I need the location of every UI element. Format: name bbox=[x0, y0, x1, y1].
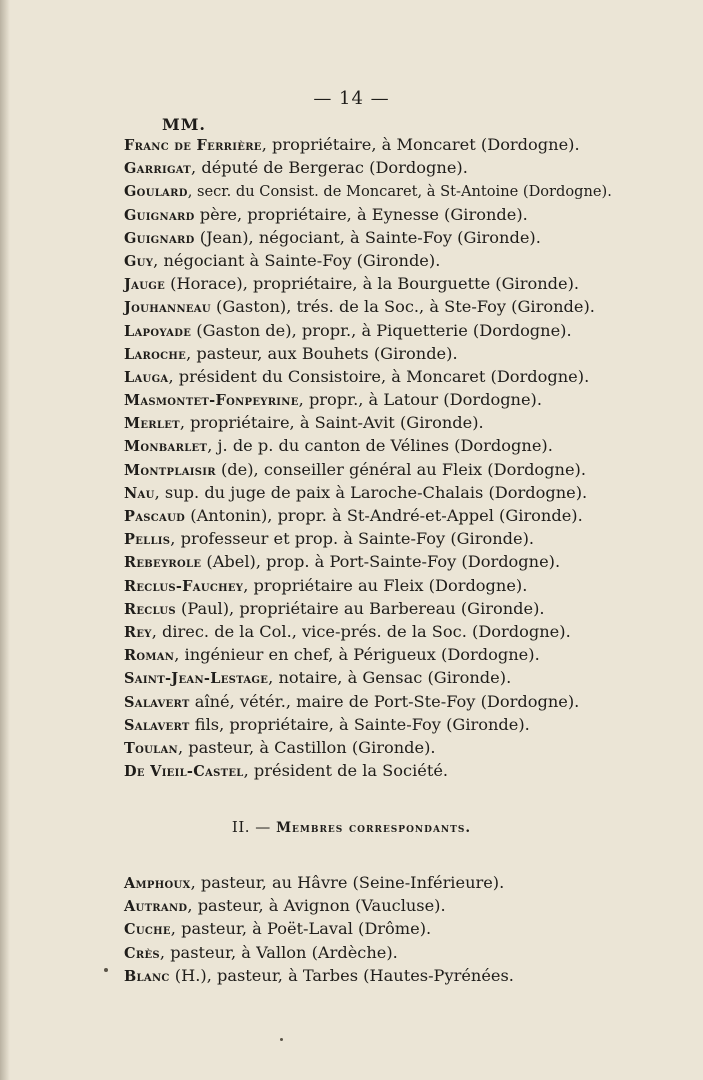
section-title: Membres correspondants. bbox=[276, 820, 472, 836]
list-item bbox=[124, 527, 604, 550]
member-surname: Pascaud bbox=[124, 508, 186, 525]
list-item bbox=[124, 179, 612, 202]
member-surname: Jauge bbox=[124, 276, 166, 294]
member-surname: Masmontet-Fonpeyrine bbox=[124, 392, 299, 410]
member-surname: Rebeyrole bbox=[124, 554, 202, 572]
list-item bbox=[124, 941, 604, 964]
member-detail: , député de Bergerac (Dordogne). bbox=[191, 158, 468, 178]
member-detail: (Antonin), propr. à St-André-et-Appel (Gironde). bbox=[185, 506, 583, 525]
member-surname: Lapoyade bbox=[124, 322, 192, 340]
correspondent-detail: , pasteur, à Avignon (Vaucluse). bbox=[187, 896, 446, 916]
member-surname: Roman bbox=[124, 647, 175, 665]
member-surname: Montplaisir bbox=[124, 461, 216, 479]
member-detail: , président du Consistoire, à Moncaret (Dordogne). bbox=[168, 366, 590, 386]
member-surname: Garrigat bbox=[124, 160, 192, 178]
member-surname: Toulan bbox=[124, 739, 178, 757]
list-item bbox=[124, 917, 604, 940]
member-detail: , pasteur, aux Bouhets (Gironde). bbox=[186, 343, 458, 363]
member-detail: père, propriétaire, à Eynesse (Gironde). bbox=[194, 204, 528, 224]
list-item bbox=[124, 295, 604, 318]
member-detail: (Horace), propriétaire, à la Bourguette (Gironde). bbox=[165, 274, 580, 294]
member-detail: , direc. de la Col., vice-prés. de la Soc. (Dordogne). bbox=[151, 621, 571, 641]
member-detail: fils, propriétaire, à Sainte-Foy (Gironde). bbox=[189, 714, 530, 734]
member-surname: Lauga bbox=[124, 368, 169, 386]
list-item bbox=[124, 736, 604, 759]
correspondent-detail: , pasteur, à Poët-Laval (Drôme). bbox=[170, 919, 432, 939]
member-detail: , notaire, à Gensac (Gironde). bbox=[268, 668, 512, 688]
list-item bbox=[124, 871, 604, 894]
list-item bbox=[124, 643, 604, 666]
member-surname: Nau bbox=[124, 484, 155, 502]
section-numeral: II. — bbox=[231, 818, 277, 836]
salutation: MM. bbox=[162, 115, 206, 134]
list-item bbox=[124, 319, 604, 342]
list-item bbox=[124, 156, 604, 179]
member-detail: (Gaston de), propr., à Piquetterie (Dordogne). bbox=[191, 320, 572, 340]
correspondent-surname: Cuche bbox=[124, 921, 171, 939]
member-surname: Rey bbox=[124, 623, 152, 641]
list-item bbox=[124, 713, 604, 736]
list-item bbox=[124, 342, 604, 365]
page-number: — 14 — bbox=[313, 88, 390, 109]
member-surname: Franc de Ferrière bbox=[124, 137, 262, 154]
list-item bbox=[124, 481, 604, 504]
correspondent-detail: , pasteur, à Vallon (Ardèche). bbox=[159, 942, 398, 962]
member-surname: Reclus bbox=[124, 600, 176, 618]
list-item bbox=[124, 550, 604, 573]
list-item bbox=[124, 690, 604, 713]
correspondent-surname: Blanc bbox=[124, 967, 170, 985]
member-detail: , ingénieur en chef, à Périgueux (Dordogne). bbox=[174, 645, 540, 665]
member-detail: (Gaston), trés. de la Soc., à Ste-Foy (Gironde). bbox=[210, 297, 595, 317]
member-surname: Monbarlet bbox=[124, 438, 208, 456]
member-detail: , propr., à Latour (Dordogne). bbox=[298, 390, 543, 410]
list-item bbox=[124, 226, 604, 249]
member-detail: , j. de p. du canton de Vélines (Dordogne). bbox=[207, 436, 553, 456]
list-item bbox=[124, 388, 604, 411]
member-detail: (Jean), négociant, à Sainte-Foy (Gironde). bbox=[194, 227, 541, 247]
member-surname: Saint-Jean-Lestage bbox=[124, 670, 269, 688]
member-detail: , sup. du juge de paix à Laroche-Chalais (Dordogne). bbox=[154, 482, 588, 502]
member-detail: aîné, vétér., maire de Port-Ste-Foy (Dordogne). bbox=[189, 691, 580, 711]
section-heading bbox=[0, 818, 703, 836]
member-surname: Pellis bbox=[124, 531, 171, 549]
member-detail: , propriétaire, à Moncaret (Dordogne). bbox=[261, 135, 580, 154]
members-list bbox=[124, 133, 612, 782]
list-item bbox=[124, 411, 604, 434]
member-detail: (Abel), prop. à Port-Sainte-Foy (Dordogne). bbox=[201, 552, 561, 572]
member-detail: (de), conseiller général au Fleix (Dordogne). bbox=[215, 459, 587, 479]
member-detail: , négociant à Sainte-Foy (Gironde). bbox=[153, 250, 441, 270]
list-item bbox=[124, 964, 604, 987]
list-item bbox=[124, 574, 604, 597]
member-surname: Salavert bbox=[124, 693, 190, 711]
member-surname: Merlet bbox=[124, 415, 180, 433]
correspondent-detail: , pasteur, au Hâvre (Seine-Inférieure). bbox=[190, 873, 505, 892]
member-detail: , pasteur, à Castillon (Gironde). bbox=[177, 737, 436, 757]
ink-speck bbox=[280, 1038, 283, 1041]
member-detail: , professeur et prop. à Sainte-Foy (Gironde). bbox=[170, 529, 535, 549]
member-detail: (Paul), propriétaire au Barbereau (Gironde). bbox=[175, 598, 545, 618]
correspondent-surname: Amphoux bbox=[124, 875, 191, 892]
member-surname: Goulard bbox=[124, 183, 188, 201]
list-item bbox=[124, 597, 604, 620]
member-surname: Guignard bbox=[124, 229, 195, 247]
member-detail: , propriétaire, à Saint-Avit (Gironde). bbox=[179, 413, 484, 433]
correspondents-list bbox=[124, 871, 604, 987]
list-item bbox=[124, 458, 604, 481]
correspondent-surname: Crès bbox=[124, 944, 160, 962]
member-surname: Reclus-Fauchey bbox=[124, 577, 244, 595]
list-item bbox=[124, 620, 604, 643]
member-surname: Jouhanneau bbox=[124, 299, 211, 317]
list-item bbox=[124, 249, 604, 272]
member-surname: Guignard bbox=[124, 206, 195, 224]
member-surname: Guy bbox=[124, 252, 154, 270]
member-detail: , président de la Société. bbox=[243, 761, 449, 781]
page-edge-shadow bbox=[0, 0, 10, 1080]
member-detail: , secr. du Consist. de Moncaret, à St-Antoine (Dordogne). bbox=[187, 183, 612, 201]
list-item bbox=[124, 504, 604, 527]
list-item bbox=[124, 434, 604, 457]
list-item bbox=[124, 365, 604, 388]
list-item bbox=[124, 272, 604, 295]
member-surname: Laroche bbox=[124, 345, 187, 363]
correspondent-detail: (H.), pasteur, à Tarbes (Hautes-Pyrénées. bbox=[169, 965, 514, 985]
list-item bbox=[124, 666, 604, 689]
list-item bbox=[124, 133, 604, 156]
list-item bbox=[124, 203, 604, 226]
list-item bbox=[124, 894, 604, 917]
list-item bbox=[124, 759, 604, 782]
member-surname: De Vieil-Castel bbox=[124, 763, 244, 781]
member-surname: Salavert bbox=[124, 716, 190, 734]
ink-speck bbox=[104, 968, 108, 972]
member-detail: , propriétaire au Fleix (Dordogne). bbox=[243, 575, 528, 595]
correspondent-surname: Autrand bbox=[124, 898, 188, 916]
